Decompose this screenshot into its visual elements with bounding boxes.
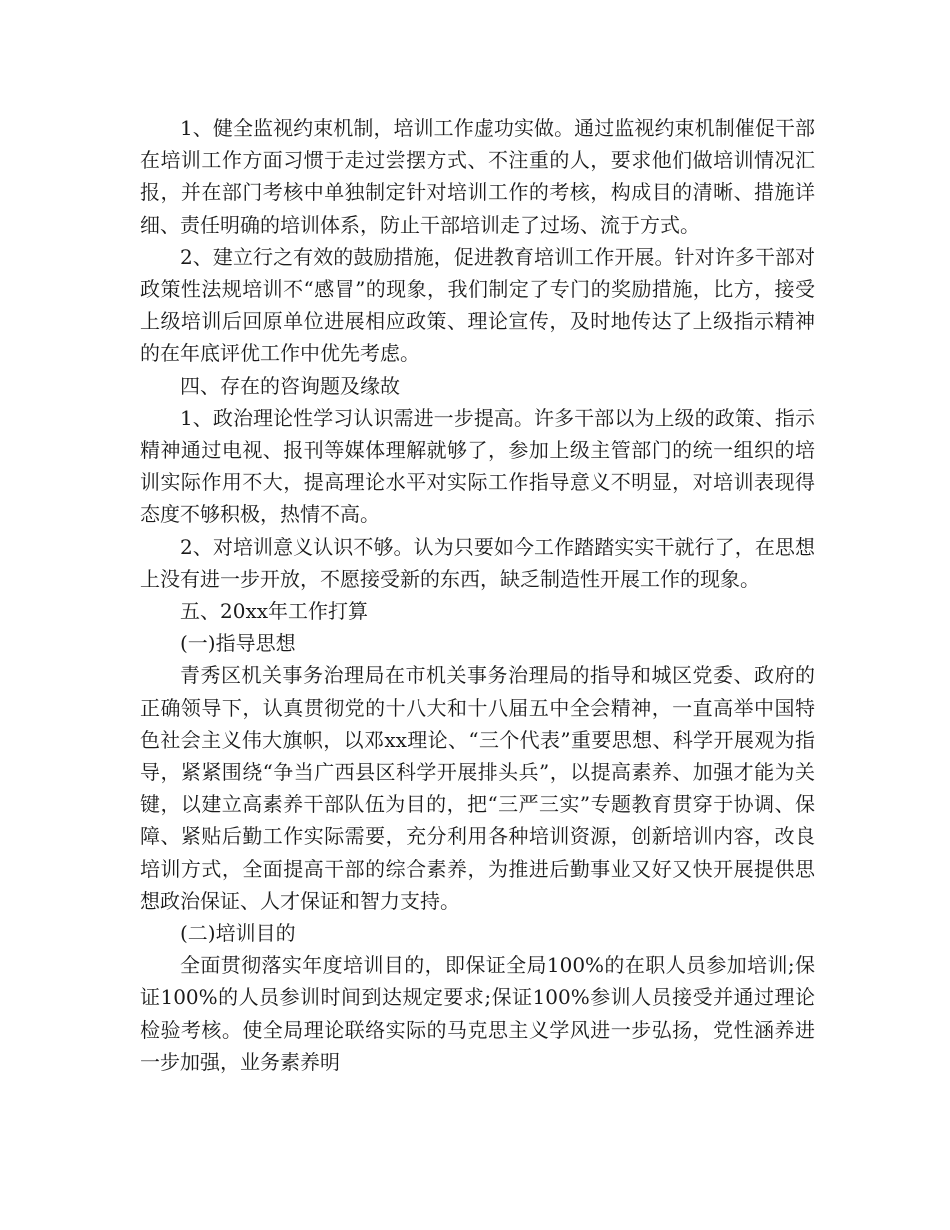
section-heading-work-plan: 五、20xx年工作打算 [180,599,369,624]
section-heading-problems: 四、存在的咨询题及缘故 [180,373,400,398]
subsection-heading-guiding-ideology: (一)指导思想 [180,631,296,656]
paragraph-political-theory: 1、政治理论性学习认识需进一步提高。许多干部以为上级的政策、指示精神通过电视、报刊等媒体理解就够了，参加上级主管部门的统一组织的培训实际作用不大，提高理论水平对实际工作指导意义不明显，对培训表现得态度不够积极，热情不高。 [140,405,815,527]
paragraph-guiding-ideology: 青秀区机关事务治理局在市机关事务治理局的指导和城区党委、政府的正确领导下，认真贯彻党的十八大和十八届五中全会精神，一直高举中国特色社会主义伟大旗帜，以邓xx理论、“三个代表”重要思想、科学开展观为指导，紧紧围绕“争当广西县区科学开展排头兵”，以提高素养、加强才能为关键，以建立高素养干部队伍为目的，把“三严三实”专题教育贯穿于协调、保障、紧贴后勤工作实际需要，充分利用各种培训资源，创新培训内容，改良培训方式，全面提高干部的综合素养，为推进后勤事业又好又快开展提供思想政治保证、人才保证和智力支持。 [140,663,815,913]
paragraph-training-goals: 全面贯彻落实年度培训目的，即保证全局100%的在职人员参加培训;保证100%的人员参训时间到达规定要求;保证100%参训人员接受并通过理论检验考核。使全局理论联络实际的马克思主义学风进一步弘扬，党性涵养进一步加强，业务素养明 [140,953,815,1074]
document-body [140,112,815,1078]
paragraph-incentive-measures: 2、建立行之有效的鼓励措施，促进教育培训工作开展。针对许多干部对政策性法规培训不“感冒”的现象，我们制定了专门的奖励措施，比方，接受上级培训后回原单位进展相应政策、理论宣传，及时地传达了上级指示精神的在年底评优工作中优先考虑。 [140,244,815,366]
paragraph-training-significance: 2、对培训意义认识不够。认为只要如今工作踏踏实实干就行了，在思想上没有进一步开放，不愿接受新的东西，缺乏制造性开展工作的现象。 [140,534,815,591]
subsection-heading-training-goals: (二)培训目的 [180,921,296,946]
paragraph-supervision-mechanism: 1、健全监视约束机制，培训工作虚功实做。通过监视约束机制催促干部在培训工作方面习惯于走过尝摆方式、不注重的人，要求他们做培训情况汇报，并在部门考核中单独制定针对培训工作的考核，构成目的清晰、措施详细、责任明确的培训体系，防止干部培训走了过场、流于方式。 [140,116,815,237]
